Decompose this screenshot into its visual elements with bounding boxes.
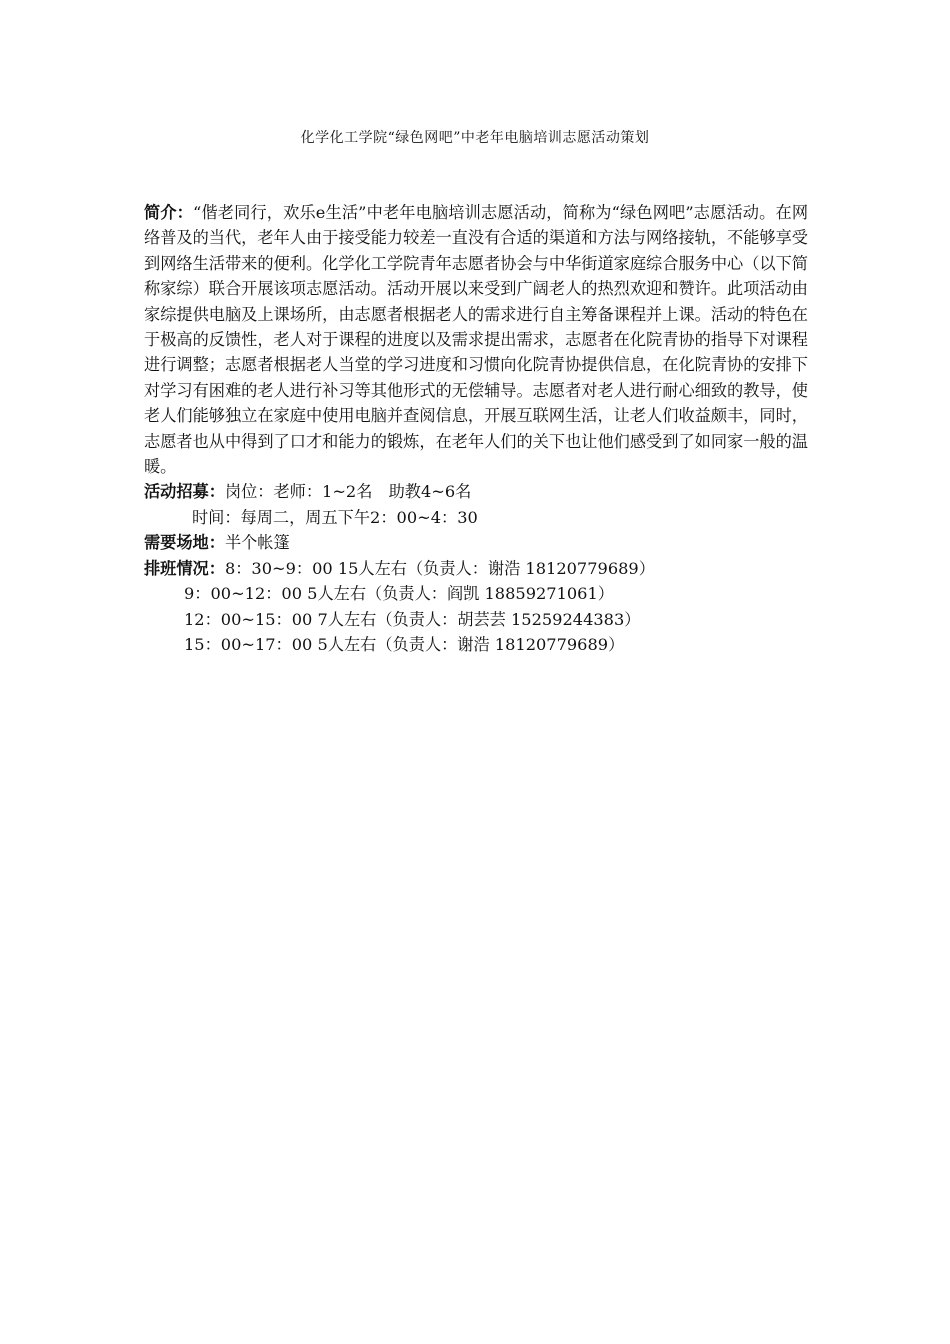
schedule-slot: 15：00~17：00 5人左右（负责人：谢浩 18120779689） <box>184 634 625 654</box>
document-body <box>144 200 808 657</box>
intro-text: “偕老同行，欢乐e生活”中老年电脑培训志愿活动，简称为“绿色网吧”志愿活动。在网络普及的当代，老年人由于接受能力较差一直没有合适的渠道和方法与网络接轨，不能够享受到网络生活带来的便利。化学化工学院青年志愿者协会与中华街道家庭综合服务中心（以下简称家综）联合开展该项志愿活动。活动开展以来受到广阔老人的热烈欢迎和赞许。此项活动由家综提供电脑及上课场所，由志愿者根据老人的需求进行自主筹备课程并上课。活动的特色在于极高的反馈性，老人对于课程的进度以及需求提出需求，志愿者在化院青协的指导下对课程进行调整；志愿者根据老人当堂的学习进度和习惯向化院青协提供信息，在化院青协的安排下对学习有困难的老人进行补习等其他形式的无偿辅导。志愿者对老人进行耐心细致的教导，使老人们能够独立在家庭中使用电脑并查阅信息，开展互联网生活，让老人们收益颇丰，同时，志愿者也从中得到了口才和能力的锻炼，在老年人们的关下也让他们感受到了如同家一般的温暖。 <box>144 203 809 477</box>
recruitment-positions: 岗位：老师：1~2名 助教4~6名 <box>224 482 472 502</box>
venue-line <box>144 530 808 555</box>
schedule-slot: 12：00~15：00 7人左右（负责人：胡芸芸 15259244383） <box>184 609 641 629</box>
schedule-label: 排班情况： <box>144 558 225 578</box>
venue-label: 需要场地： <box>144 533 225 553</box>
document-title: 化学化工学院“绿色网吧”中老年电脑培训志愿活动策划 <box>300 130 650 146</box>
recruitment-time: 时间：每周二，周五下午2：00~4：30 <box>192 507 478 527</box>
recruitment-line <box>144 479 808 504</box>
intro-paragraph <box>144 200 808 479</box>
schedule-line <box>144 556 808 581</box>
schedule-slot: 9：00~12：00 5人左右（负责人：阎凯 18859271061） <box>184 584 614 604</box>
recruitment-label: 活动招募： <box>144 482 225 502</box>
venue-value: 半个帐篷 <box>224 533 290 553</box>
intro-label: 简介： <box>144 203 194 222</box>
schedule-first-slot: 8：30~9：00 15人左右（负责人：谢浩 18120779689） <box>224 558 655 578</box>
